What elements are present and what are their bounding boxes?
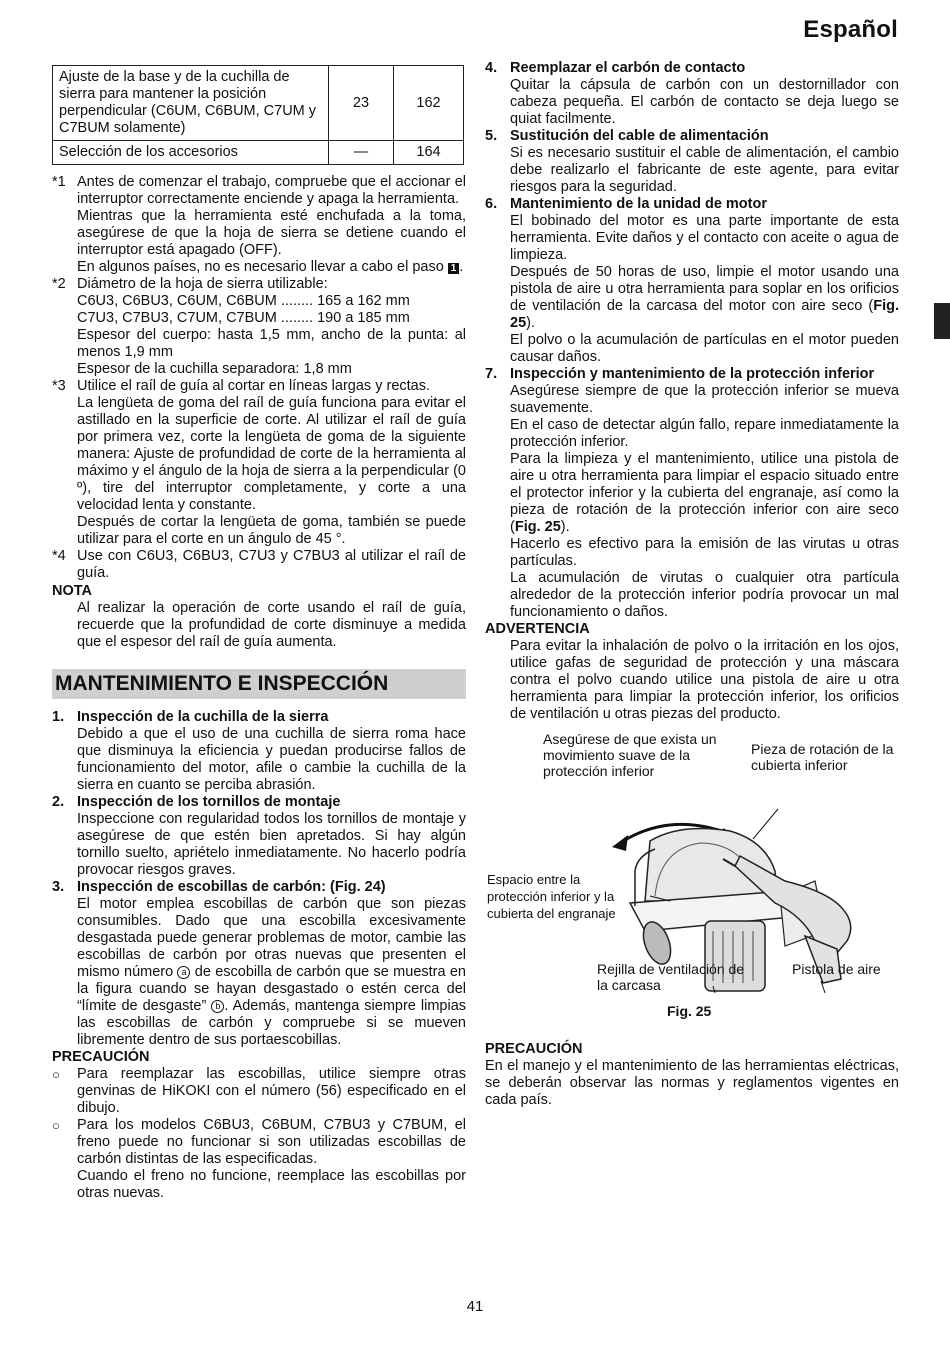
circle-bullet-icon: ○	[52, 1067, 60, 1082]
list-item	[52, 879, 466, 1049]
item-number: 3.	[52, 879, 65, 895]
list-item	[52, 794, 466, 879]
precaution-bullet	[52, 1117, 466, 1202]
item-text	[510, 451, 899, 536]
callout-a: a	[177, 966, 190, 979]
item-text-part: . Además, mantenga siempre limpias las escobillas de carbón y compruebe si se mueven libremente dentro de sus portaescobillas.	[77, 998, 467, 1048]
item-title: Inspección de escobillas de carbón: (Fig. 24)	[77, 879, 386, 895]
list-item	[485, 366, 899, 621]
footnote-text: Use con C6U3, C6BU3, C7U3 y C7BU3 al utilizar el raíl de guía.	[77, 548, 466, 581]
item-number: 6.	[485, 196, 498, 212]
circle-bullet-icon: ○	[52, 1118, 60, 1133]
footnote-text: C6U3, C6BU3, C6UM, C6BUM ........ 165 a 162 mm	[77, 293, 410, 309]
footnote-text: Diámetro de la hoja de sierra utilizable:	[77, 276, 328, 292]
item-text: El polvo o la acumulación de partículas en el motor pueden causar daños.	[510, 332, 899, 365]
list-item	[52, 709, 466, 794]
figure-label-rotation: Pieza de rotación de la cubierta inferior	[751, 741, 894, 773]
figure-label-guard: Asegúrese de que exista un movimiento suave de la protección inferior	[543, 731, 717, 779]
footnote-mark: *4	[52, 548, 66, 564]
item-text: Inspeccione con regularidad todos los tornillos de montaje y asegúrese de que estén bien apretados. Si hay algún tornillo suelto, apriételo inmediatamente. No hacerlo podría provocar riesgos graves.	[77, 811, 466, 878]
table-cell-page: 164	[394, 141, 464, 165]
footnote-mark: *1	[52, 174, 66, 190]
feature-table	[52, 65, 464, 165]
precaution-text: En el manejo y el mantenimiento de las herramientas eléctricas, se deberán observar las normas y reglamentos vigentes en cada país.	[485, 1058, 899, 1108]
section-tab-marker	[934, 303, 950, 339]
item-text-part: ).	[526, 315, 535, 331]
list-item	[485, 128, 899, 196]
item-text: Quitar la cápsula de carbón con un destornillador con cabeza pequeña. El carbón de contacto se deja luego se quiat facilmente.	[510, 77, 899, 127]
footnote-1	[52, 174, 466, 276]
item-number: 7.	[485, 366, 498, 382]
list-item	[485, 196, 899, 366]
footnote-text: Antes de comenzar el trabajo, compruebe que el accionar el interruptor correctamente enciende y apaga la herramienta.	[77, 174, 466, 207]
item-text-part: ).	[560, 519, 570, 535]
footnote-text-part: .	[459, 259, 464, 275]
item-text: Hacerlo es efectivo para la emisión de las virutas u otras partículas.	[510, 536, 899, 569]
item-text: La acumulación de virutas o cualquier otra partícula alrededor de la protección inferior podría provocar un mal funcionamiento o daños.	[510, 570, 899, 620]
warning-title: ADVERTENCIA	[485, 621, 590, 637]
table-row	[53, 141, 464, 165]
footnote-text: Mientras que la herramienta esté enchufada a la toma, asegúrese de que la hoja de sierra se detiene cuando el interruptor está apagado (OFF).	[77, 208, 466, 258]
precaution-text: Cuando el freno no funcione, reemplace las escobillas por otras nuevas.	[77, 1168, 466, 1201]
item-number: 5.	[485, 128, 498, 144]
right-column	[485, 60, 899, 1109]
footnote-text: Espesor de la cuchilla separadora: 1,8 mm	[77, 361, 352, 377]
item-text: Debido a que el uso de una cuchilla de sierra roma hace que disminuya la eficiencia y puedan producirse fallos de funcionamiento del motor, afile o cambie la cuchilla de la sierra en cuanto se perciba abrasión.	[77, 726, 466, 793]
figure-25	[485, 731, 899, 1041]
item-text-part: Después de 50 horas de uso, limpie el motor usando una pistola de aire u otra herramienta para soplar en los orificios de ventilación de la carcasa del motor con aire seco (	[510, 264, 899, 314]
item-text: En el caso de detectar algún fallo, repare inmediatamente la protección inferior.	[510, 417, 899, 450]
figure-caption: Fig. 25	[667, 1003, 712, 1019]
item-text-part: de escobilla de carbón que se muestra en la figura cuando se hayan desgastado o estén cerca del “límite de desgaste”	[77, 964, 466, 1014]
item-title: Mantenimiento de la unidad de motor	[510, 196, 767, 212]
figure-reference: Fig. 25	[510, 298, 899, 331]
footnote-3	[52, 378, 466, 548]
footnote-text: Espesor del cuerpo: hasta 1,5 mm, ancho de la punta: al menos 1,9 mm	[77, 327, 466, 360]
item-text: Asegúrese siempre de que la protección inferior se mueva suavemente.	[510, 383, 899, 416]
table-cell-page: 162	[394, 66, 464, 141]
footnote-text: Utilice el raíl de guía al cortar en líneas largas y rectas.	[77, 378, 430, 394]
item-number: 4.	[485, 60, 498, 76]
table-cell-feature: Selección de los accesorios	[53, 141, 329, 165]
item-text-part: Para la limpieza y el mantenimiento, utilice una pistola de aire u otra herramienta para limpiar el espacio situado entre el protector inferior y la cubierta del engranaje, así como la pieza de rotación de la protección inferior con aire seco (	[510, 451, 899, 535]
item-text-part: El motor emplea escobillas de carbón que son piezas consumibles. Dado que una escobilla excesivamente desgastada puede generar problemas de motor, cambie las escobillas de carbón por otras nuevas que presenten el mismo número	[77, 896, 466, 980]
footnote-text	[77, 259, 466, 276]
item-number: 1.	[52, 709, 65, 725]
footnote-mark: *2	[52, 276, 66, 292]
item-title: Inspección de los tornillos de montaje	[77, 794, 341, 810]
section-heading: MANTENIMIENTO E INSPECCIÓN	[52, 669, 466, 699]
figure-label-space: Espacio entre la protección inferior y la cubierta del engranaje	[487, 872, 616, 921]
table-cell-figure: —	[329, 141, 394, 165]
footnote-2	[52, 276, 466, 378]
item-title: Inspección y mantenimiento de la protección inferior	[510, 366, 875, 382]
item-text	[510, 264, 899, 332]
item-title: Inspección de la cuchilla de la sierra	[77, 709, 329, 725]
footnote-text-part: En algunos países, no es necesario llevar a cabo el paso	[77, 259, 444, 275]
precaution-title: PRECAUCIÓN	[52, 1049, 150, 1065]
footnote-text: C7U3, C7BU3, C7UM, C7BUM ........ 190 a 185 mm	[77, 310, 410, 326]
footnote-text: La lengüeta de goma del raíl de guía funciona para evitar el astillado en la superficie de corte. Al utilizar el raíl de guía por primera vez, corte la lengüeta de goma de la siguiente manera: Ajuste de profundidad de corte de la herramienta al máximo y el ángulo de la hoja de sierra a la perpendicular (0 º), tire del interruptor completamente, y corte a una velocidad lenta y constante.	[77, 395, 466, 513]
table-cell-feature: Ajuste de la base y de la cuchilla de sierra para mantener la posición perpendicular (C6UM, C6BUM, C7UM y C7BUM solamente)	[53, 66, 329, 141]
precaution-bullet	[52, 1066, 466, 1117]
item-title: Sustitución del cable de alimentación	[510, 128, 769, 144]
footnote-4	[52, 548, 466, 582]
language-header: Español	[803, 16, 898, 43]
warning-text: Para evitar la inhalación de polvo o la irritación en los ojos, utilice gafas de seguridad de protección y una máscara contra el polvo cuando utilice una pistola de aire u otra herramienta para limpiar la protección inferior, los orificios de ventilación u otras piezas del producto.	[510, 638, 899, 722]
left-column	[52, 60, 466, 1202]
precaution-title: PRECAUCIÓN	[485, 1041, 583, 1057]
item-text: Si es necesario sustituir el cable de alimentación, el cambio debe realizarlo el fabricante de este agente, para evitar riesgos para la seguridad.	[510, 145, 899, 195]
item-text: El bobinado del motor es una parte importante de esta herramienta. Evite daños y el contacto con aceite o agua de limpieza.	[510, 213, 899, 263]
step-badge: 1	[448, 263, 460, 274]
callout-b: b	[211, 1000, 224, 1013]
table-row	[53, 66, 464, 141]
item-number: 2.	[52, 794, 65, 810]
table-cell-figure: 23	[329, 66, 394, 141]
footnote-mark: *3	[52, 378, 66, 394]
figure-reference: Fig. 25	[514, 519, 561, 535]
precaution-text: Para los modelos C6BU3, C6BUM, C7BU3 y C7BUM, el freno puede no funcionar si son utilizadas escobillas de carbón distintas de las especificadas.	[77, 1117, 466, 1167]
figure-label-vent: Rejilla de ventilación de la carcasa	[597, 961, 745, 993]
nota-text: Al realizar la operación de corte usando el raíl de guía, recuerde que la profundidad de corte disminuye a medida que el espesor del raíl de guía aumenta.	[77, 600, 466, 650]
list-item	[485, 60, 899, 128]
item-title: Reemplazar el carbón de contacto	[510, 60, 746, 76]
item-text	[77, 896, 466, 1049]
page-number: 41	[466, 1298, 484, 1315]
footnote-text: Después de cortar la lengüeta de goma, también se puede utilizar para el corte en un ángulo de 45 °.	[77, 514, 466, 547]
nota-title: NOTA	[52, 583, 93, 599]
figure-label-gun: Pistola de aire	[792, 961, 881, 977]
precaution-text: Para reemplazar las escobillas, utilice siempre otras genvinas de HiKOKI con el número (56) especificado en el dibujo.	[77, 1066, 466, 1116]
